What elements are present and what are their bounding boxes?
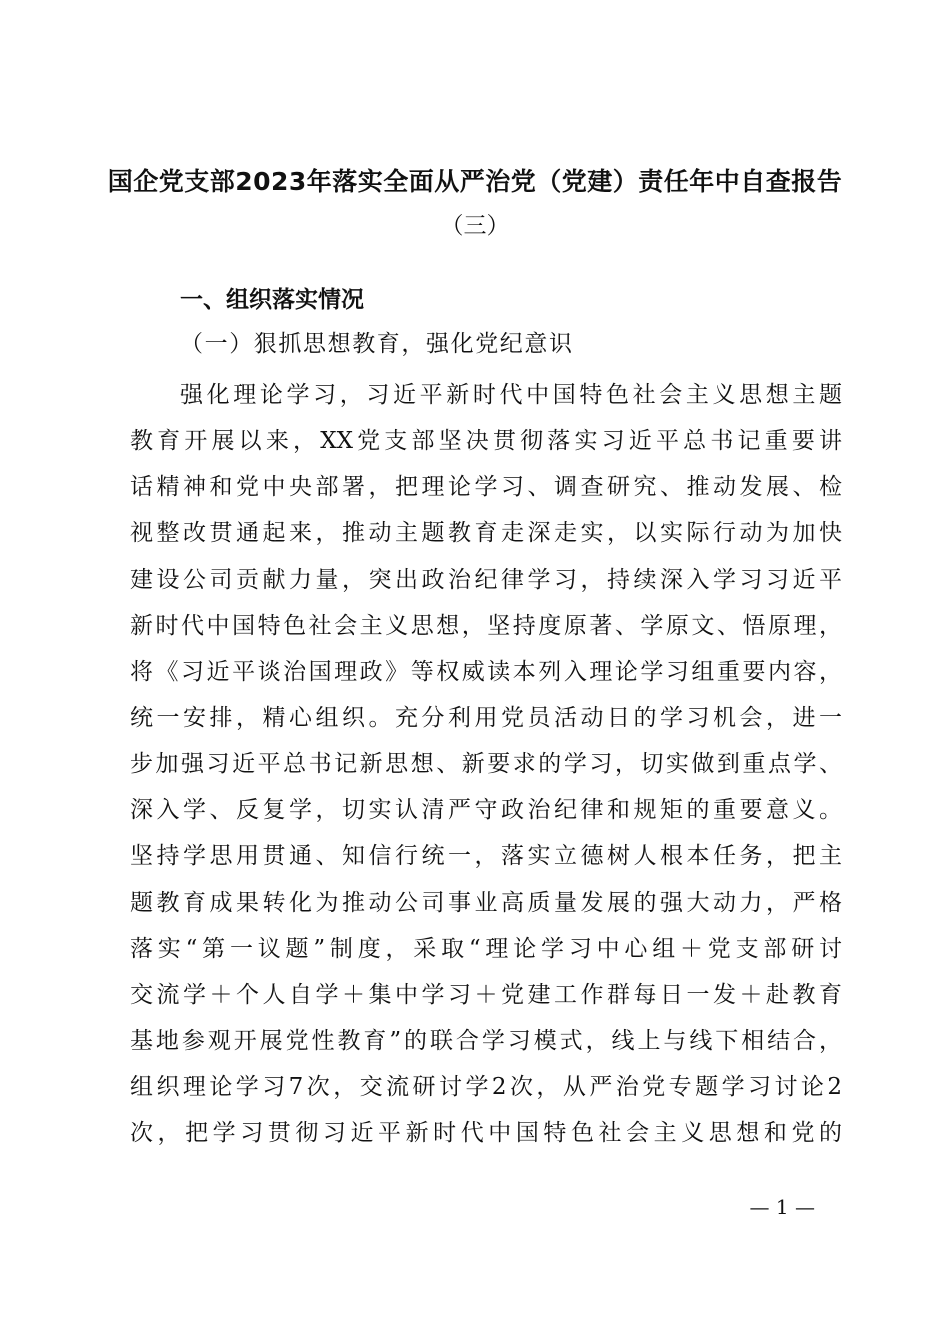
body-line: 视整改贯通起来，推动主题教育走深走实，以实际行动为加快 [130, 520, 842, 547]
page-number: — 1 — [749, 1195, 815, 1219]
body-line: 话精神和党中央部署，把理论学习、调查研究、推动发展、检 [130, 474, 842, 501]
body-line: 交流学＋个人自学＋集中学习＋党建工作群每日一发＋赴教育 [130, 981, 842, 1008]
body-line: 新时代中国特色社会主义思想，坚持度原著、学原文、悟原理， [130, 612, 842, 639]
body-line: 统一安排，精心组织。充分利用党员活动日的学习机会，进一 [130, 704, 842, 731]
document-title: 国企党支部2023年落实全面从严治党（党建）责任年中自查报告 [107, 167, 843, 196]
document-subtitle: （三） [440, 213, 510, 239]
body-paragraph [130, 372, 842, 1156]
body-line: 深入学、反复学，切实认清严守政治纪律和规矩的重要意义。 [130, 797, 842, 824]
body-line: 基地参观开展党性教育”的联合学习模式，线上与线下相结合， [130, 1027, 842, 1054]
body-line: 建设公司贡献力量，突出政治纪律学习，持续深入学习习近平 [130, 566, 842, 593]
body-line: 组织理论学习7次，交流研讨学2次，从严治党专题学习讨论2 [130, 1074, 842, 1101]
section-heading: 一、组织落实情况 [180, 287, 364, 313]
body-line: 步加强习近平总书记新思想、新要求的学习，切实做到重点学、 [130, 751, 842, 778]
body-line: 教育开展以来，XX党支部坚决贯彻落实习近平总书记重要讲 [130, 428, 842, 455]
body-line: 落实“第一议题”制度，采取“理论学习中心组＋党支部研讨 [130, 935, 842, 962]
body-line: 坚持学思用贯通、知信行统一，落实立德树人根本任务，把主 [130, 843, 842, 870]
body-line: 次，把学习贯彻习近平新时代中国特色社会主义思想和党的 [130, 1120, 842, 1147]
body-line: 强化理论学习，习近平新时代中国特色社会主义思想主题 [180, 382, 842, 408]
subsection-heading: （一）狠抓思想教育，强化党纪意识 [180, 331, 574, 357]
body-line: 将《习近平谈治国理政》等权威读本列入理论学习组重要内容， [130, 658, 842, 685]
body-line: 题教育成果转化为推动公司事业高质量发展的强大动力，严格 [130, 889, 842, 916]
